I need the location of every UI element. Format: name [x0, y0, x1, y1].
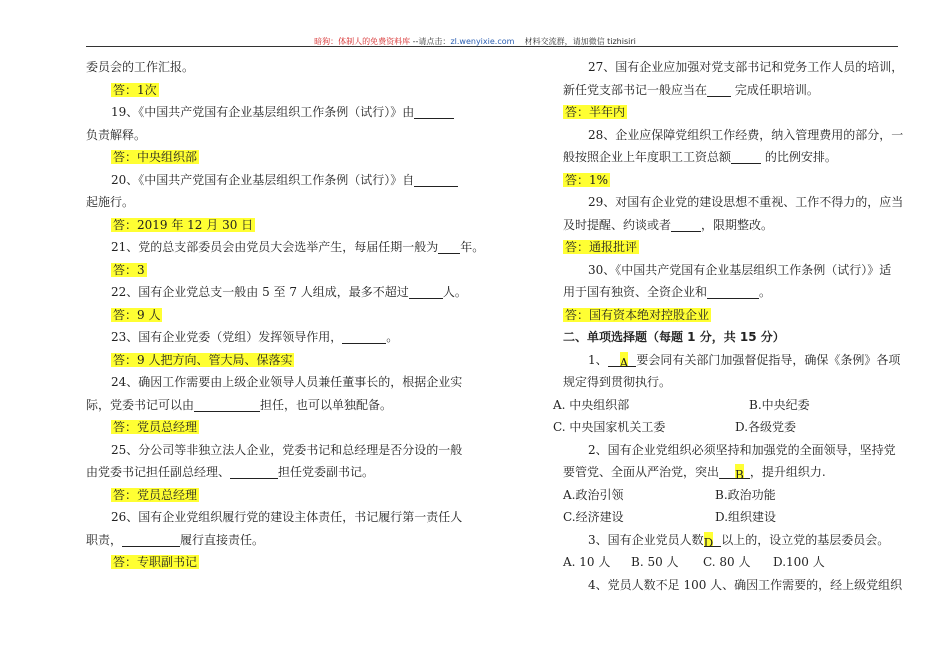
answer-line [86, 214, 484, 237]
question-25: 25、分公司等非独立法人企业，党委书记和总经理是否分设的一般 [111, 442, 463, 457]
answer-line [563, 304, 901, 327]
answer-highlight: 答：9 人 [113, 307, 161, 322]
question-30: 30、《中国共产党国有企业基层组织工作条例（试行）》适 [588, 262, 892, 277]
answer-line [86, 304, 484, 327]
fill-blank [438, 239, 460, 254]
header-divider [86, 46, 898, 47]
mc-question-4: 4、党员人数不足 100 人、确因工作需要的，经上级党组织 [588, 577, 903, 592]
question-24: 24、确因工作需要由上级企业领导人员兼任董事长的，根据企业实 [111, 375, 463, 389]
fill-blank [342, 329, 386, 344]
question-29: 29、对国有企业党的建设思想不重视、工作不得力的，应当 [588, 195, 904, 209]
text-line: 职责， 履行直接责任。 [86, 532, 265, 547]
mc-option: D.100 人 [773, 555, 825, 569]
question-27: 27、国有企业应加强对党支部书记和党务工作人员的培训， [588, 60, 904, 74]
fill-blank [608, 352, 620, 367]
text-line: 用于国有独资、全资企业和 。 [563, 285, 772, 299]
fill-blank [194, 397, 260, 412]
text-line: 起施行。 [86, 195, 135, 209]
question-21: 21、党的总支部委员会由党员大会选举产生，每届任期一般为 年。 [111, 240, 485, 254]
question-22: 22、国有企业党总支一般由 5 至 7 人组成，最多不超过 人。 [111, 285, 467, 299]
section-heading: 二、单项选择题（每题 1 分，共 15 分） [563, 330, 785, 344]
text-line: 要管党、全面从严治党，突出 B ，提升组织力. [563, 465, 826, 482]
mc-option: B. 50 人 [631, 555, 679, 569]
answer-line [86, 79, 484, 102]
fill-blank [707, 82, 731, 97]
text-line: 新任党支部书记一般应当在 完成任职培训。 [563, 82, 819, 97]
text-line: 由党委书记担任副总经理、 担任党委副书记。 [86, 465, 375, 479]
answer-line [86, 259, 484, 282]
answer-highlight: 答：专职副书记 [113, 555, 198, 569]
answer-line [86, 416, 484, 439]
group-note: 材料交流群，请加微信 tizhisiri [524, 37, 636, 46]
mc-options-row [553, 416, 901, 439]
answer-line [86, 349, 484, 372]
left-column [86, 56, 484, 574]
mc-option: C. 中央国家机关工委 [553, 420, 666, 434]
text-line: 般按照企业上年度职工工资总额 的比例安排。 [563, 150, 837, 164]
answer-highlight: 答：党员总经理 [113, 487, 198, 502]
mc-option: D.各级党委 [735, 420, 797, 434]
text-line: 规定得到贯彻执行。 [563, 375, 672, 389]
answer-line [86, 146, 484, 169]
fill-blank [414, 172, 458, 187]
answer-line [563, 236, 901, 259]
answer-highlight: 答：半年内 [565, 105, 626, 119]
question-19: 19、《中国共产党国有企业基层组织工作条例（试行）》由 [86, 101, 484, 124]
mc-option: A. 中央组织部 [553, 397, 630, 412]
mc-answer-1: A [620, 352, 629, 367]
answer-line [86, 551, 484, 574]
answer-highlight: 答：3 [113, 262, 145, 277]
answer-highlight: 答：党员总经理 [113, 420, 198, 434]
right-column [553, 56, 904, 596]
mc-option: B.中央纪委 [749, 397, 810, 412]
answer-highlight: 答：国有资本绝对控股企业 [565, 307, 710, 322]
fill-blank [719, 464, 735, 479]
mc-options-row [563, 484, 901, 507]
text-line: 际，党委书记可以由 担任，也可以单独配备。 [86, 397, 393, 412]
mc-question-1: 1、 A 要会同有关部门加强督促指导，确保《条例》各项 [588, 352, 901, 370]
mc-answer-3: D [704, 532, 714, 547]
mc-options-row [563, 551, 901, 574]
fill-blank [707, 284, 759, 299]
question-23: 23、国有企业党委（党组）发挥领导作用， 。 [111, 330, 399, 344]
question-20: 20、《中国共产党国有企业基层组织工作条例（试行）》自 [86, 169, 484, 192]
answer-highlight: 答：中央组织部 [113, 150, 198, 164]
mc-option: C.经济建设 [563, 510, 624, 524]
fill-blank [414, 104, 454, 119]
answer-line [563, 101, 901, 124]
answer-highlight: 答：9 人把方向、管大局、保落实 [113, 352, 293, 367]
text-line: 委员会的工作汇报。 [86, 60, 195, 74]
site-url-link[interactable]: zl.wenyixie.com [450, 37, 515, 46]
answer-line [86, 484, 484, 507]
mc-option: A. 10 人 [563, 555, 611, 569]
fill-blank [122, 532, 180, 547]
mc-answer-2: B [735, 464, 744, 479]
fill-blank [671, 217, 701, 232]
click-prompt: --请点击： [410, 37, 451, 46]
fill-blank [230, 464, 278, 479]
answer-highlight: 答：2019 年 12 月 30 日 [113, 217, 254, 232]
answer-highlight: 答：1% [565, 172, 609, 187]
mc-option: D.组织建设 [715, 510, 777, 524]
mc-options-row [553, 394, 901, 417]
site-name: 暗狗：体制人的免费资料库 [314, 37, 411, 46]
mc-option: C. 80 人 [703, 555, 751, 569]
answer-highlight: 答：通报批评 [565, 240, 638, 254]
mc-option: B.政治功能 [715, 487, 776, 502]
question-26: 26、国有企业党组织履行党的建设主体责任，书记履行第一责任人 [111, 510, 463, 524]
mc-question-2: 2、国有企业党组织必须坚持和加强党的全面领导，坚持党 [588, 442, 896, 457]
text-line: 及时提醒、约谈或者 ，限期整改。 [563, 217, 774, 232]
answer-line [563, 169, 901, 192]
fill-blank [731, 149, 761, 164]
fill-blank [409, 284, 443, 299]
mc-question-3: 3、国有企业党员人数D 以上的，设立党的基层委员会。 [588, 532, 890, 550]
question-28: 28、企业应保障党组织工作经费，纳入管理费用的部分，一 [588, 127, 904, 142]
answer-highlight: 答：1次 [113, 82, 157, 97]
text-line: 负责解释。 [86, 127, 147, 142]
mc-option: A.政治引领 [563, 487, 624, 502]
mc-options-row [563, 506, 901, 529]
